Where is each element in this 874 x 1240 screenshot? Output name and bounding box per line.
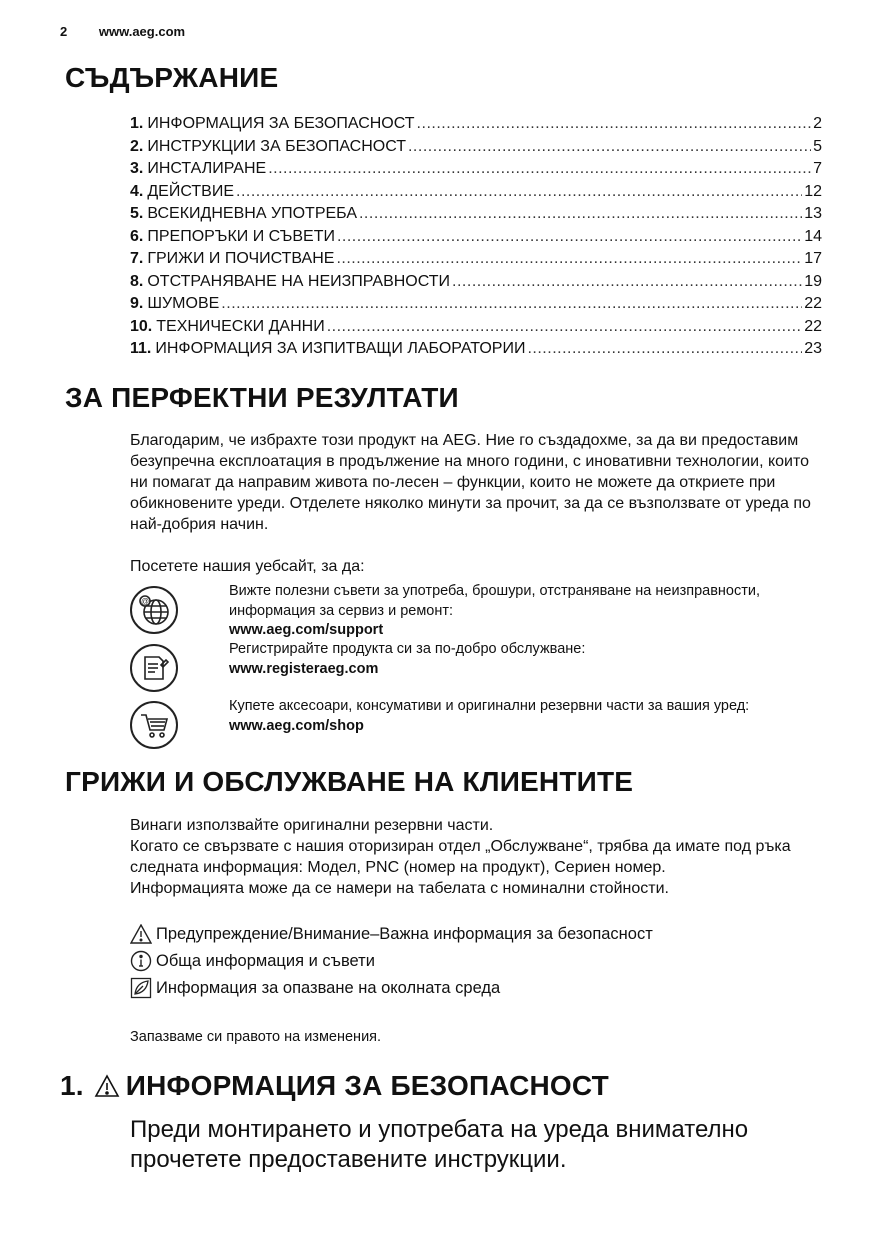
toc-item[interactable] [130, 203, 822, 226]
support-text: Вижте полезни съвети за употреба, брошури, отстраняване на неизправности, информация за сервиз и ремонт: www.aeg.com/support [229, 582, 799, 641]
site-url: www.aeg.com [98, 24, 186, 39]
toc-item[interactable] [130, 113, 822, 136]
toc-item[interactable] [130, 316, 822, 339]
toc-item-label: ВСЕКИДНЕВНА УПОТРЕБА [147, 205, 357, 222]
results-intro: Благодарим, че избрахте този продукт на AEG. Ние го създадохме, за да ви предоставим безупречна експлоатация в продължение на много години, с иновативни технологии, които ни помагат да направим живота по-лесен – функции, които не можете да откриете при обикновените уреди. Отделете няколко минути за прочит, за да се възползвате от уреда по най-добрия начин. [130, 432, 811, 533]
toc-item-label: ГРИЖИ И ПОЧИСТВАНЕ [147, 250, 335, 267]
toc-item-number: 10. [130, 317, 153, 335]
shop-text: Купете аксесоари, консумативи и оригинални резервни части за вашия уред: www.aeg.com/shop [229, 697, 799, 736]
toc-item[interactable] [130, 338, 822, 361]
svg-text:@: @ [140, 597, 150, 606]
toc-item-number: 11. [130, 340, 152, 357]
warning-icon [94, 1074, 120, 1098]
care-body: Винаги използвайте оригинални резервни части. Когато се свързвате с нашия оторизиран отдел „Обслужване“, трябва да имате под ръка следната информация: Модел, PNC (номер на продукт), Сериен номер. Информацията може да се намери на табелата с номинални стойности. [130, 817, 791, 897]
toc-item[interactable] [130, 158, 822, 181]
toc-item-label: ОТСТРАНЯВАНЕ НА НЕИЗПРАВНОСТИ [147, 272, 451, 290]
safety-heading [60, 1070, 609, 1102]
toc-item-number: 6. [130, 227, 144, 245]
toc-leader-dots [452, 271, 802, 294]
toc-item[interactable] [130, 136, 822, 159]
safety-lead: Преди монтирането и употребата на уреда внимателно прочетете предоставените инструкции. [130, 1116, 749, 1173]
shop-link[interactable]: www.aeg.com/shop [229, 717, 364, 734]
register-icon [130, 644, 178, 692]
results-title: ЗА ПЕРФЕКТНИ РЕЗУЛТАТИ [65, 382, 459, 413]
register-link[interactable]: www.registeraeg.com [229, 660, 379, 677]
toc-leader-dots [359, 203, 802, 226]
toc-item-page: 7 [813, 160, 822, 177]
toc-item[interactable] [130, 293, 822, 316]
toc-item[interactable] [130, 226, 822, 249]
table-of-contents [130, 113, 822, 361]
care-title: ГРИЖИ И ОБСЛУЖВАНЕ НА КЛИЕНТИТЕ [65, 766, 634, 797]
toc-item-page: 14 [804, 227, 822, 245]
toc-leader-dots [336, 248, 802, 271]
cart-icon [130, 701, 178, 749]
toc-leader-dots [337, 226, 802, 249]
toc-item-page: 13 [804, 205, 822, 222]
toc-item-page: 12 [804, 182, 822, 200]
toc-item-page: 17 [804, 250, 822, 267]
toc-item-label: ТЕХНИЧЕСКИ ДАННИ [156, 317, 325, 335]
toc-item-number: 9. [130, 295, 144, 312]
toc-leader-dots [236, 181, 802, 204]
toc-item[interactable] [130, 271, 822, 294]
toc-item-label: ИНСТАЛИРАНЕ [147, 160, 267, 177]
toc-item-number: 8. [130, 272, 144, 290]
toc-item-page: 2 [813, 115, 822, 132]
toc-leader-dots [268, 158, 811, 181]
results-visit: Посетете нашия уебсайт, за да: [130, 558, 365, 575]
toc-item-number: 7. [130, 250, 144, 267]
toc-item-page: 22 [804, 295, 822, 312]
toc-item-label: ДЕЙСТВИЕ [147, 182, 234, 200]
toc-item-page: 5 [813, 137, 822, 155]
toc-item-label: ИНФОРМАЦИЯ ЗА ИЗПИТВАЩИ ЛАБОРАТОРИИ [155, 340, 526, 357]
globe-icon [130, 586, 178, 634]
toc-leader-dots [327, 316, 803, 339]
legend-warning: Предупреждение/Внимание–Важна информация за безопасност [130, 923, 653, 945]
page-header [60, 24, 185, 39]
toc-leader-dots [221, 293, 802, 316]
toc-leader-dots [527, 338, 802, 361]
toc-item[interactable] [130, 248, 822, 271]
toc-leader-dots [417, 113, 812, 136]
toc-item-label: ИНФОРМАЦИЯ ЗА БЕЗОПАСНОСТ [147, 115, 415, 132]
leaf-icon [130, 977, 152, 999]
support-link[interactable]: www.aeg.com/support [229, 622, 384, 638]
toc-item-number: 4. [130, 182, 144, 200]
safety-number: 1. [60, 1070, 84, 1101]
toc-item[interactable] [130, 181, 822, 204]
toc-item-number: 5. [130, 205, 144, 222]
info-icon [130, 950, 152, 972]
legend-environment: Информация за опазване на околната среда [130, 977, 500, 999]
toc-title: СЪДЪРЖАНИЕ [65, 62, 279, 93]
toc-item-number: 2. [130, 137, 144, 155]
toc-item-number: 1. [130, 115, 144, 132]
toc-item-label: ШУМОВЕ [147, 295, 220, 312]
toc-item-page: 23 [804, 340, 822, 357]
toc-item-page: 19 [804, 272, 822, 290]
toc-item-label: ПРЕПОРЪКИ И СЪВЕТИ [147, 227, 335, 245]
toc-item-label: ИНСТРУКЦИИ ЗА БЕЗОПАСНОСТ [147, 137, 406, 155]
legend-info: Обща информация и съвети [130, 950, 375, 972]
rights-note: Запазваме си правото на изменения. [130, 1029, 382, 1045]
toc-leader-dots [408, 136, 811, 159]
page-number: 2 [60, 24, 68, 39]
register-text: Регистрирайте продукта си за по-добро обслужване: www.registeraeg.com [229, 640, 799, 679]
toc-item-page: 22 [804, 317, 822, 335]
safety-title: ИНФОРМАЦИЯ ЗА БЕЗОПАСНОСТ [125, 1070, 609, 1101]
warning-icon [130, 924, 152, 944]
toc-item-number: 3. [130, 160, 144, 177]
